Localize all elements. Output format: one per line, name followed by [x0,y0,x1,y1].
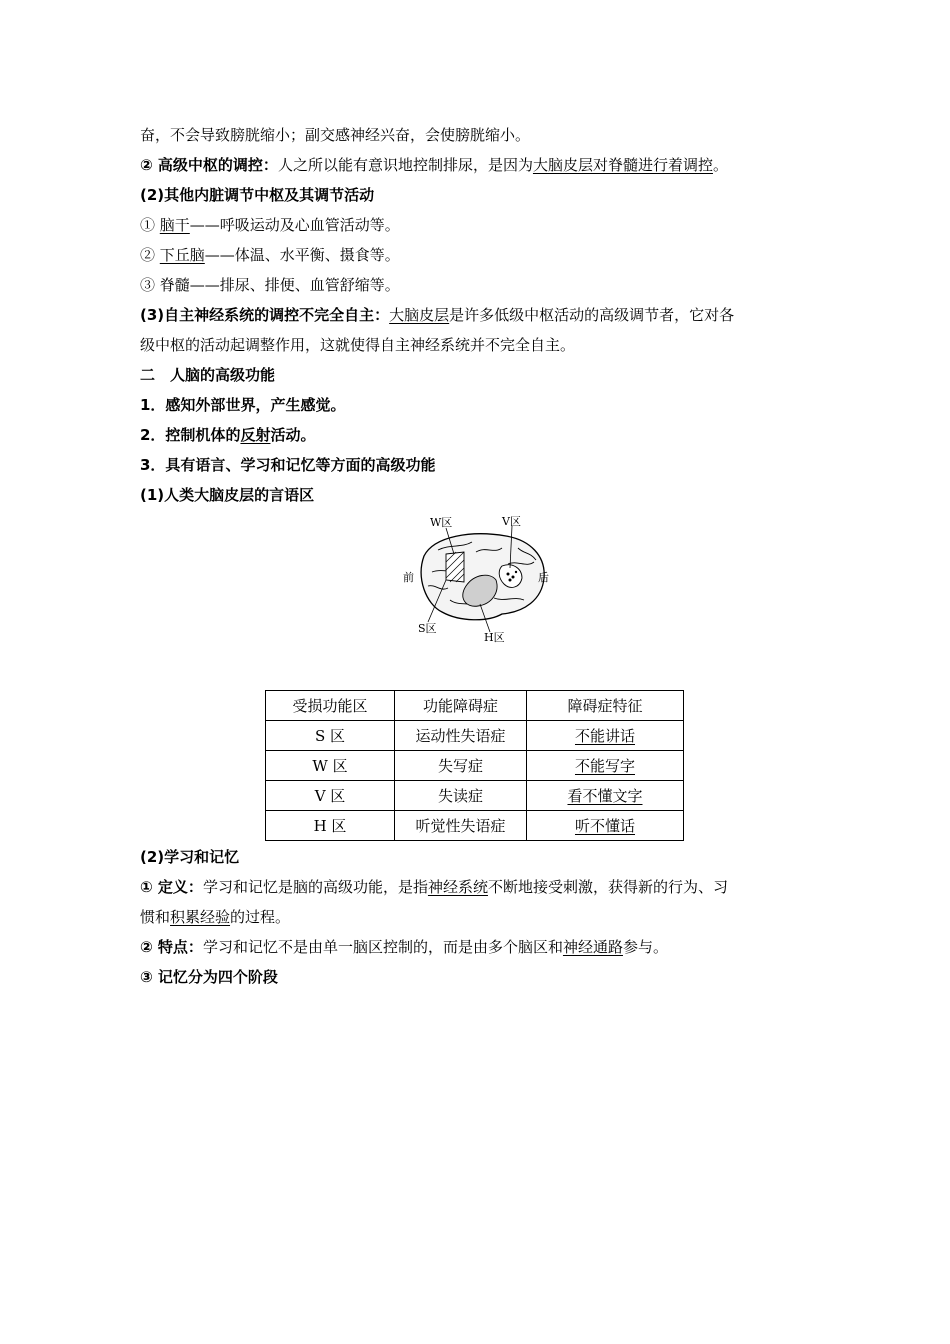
brain-language-area-figure [398,512,558,647]
line-10: 1．感知外部世界，产生感觉。 [140,396,346,414]
table-row [266,751,684,781]
header-cell: 障碍症特征 [527,691,684,721]
table-cell: 不能写字 [527,751,684,781]
line-12: 3．具有语言、学习和记忆等方面的高级功能 [140,456,436,474]
line-3: (2)其他内脏调节中枢及其调节活动 [140,186,375,204]
table-row [266,811,684,841]
label-h: H区 [484,631,505,644]
upper-text [140,120,815,510]
line-11: 2．控制机体的反射活动。 [140,426,316,444]
label-s: S区 [418,622,437,635]
table-row [266,721,684,751]
line-13: (1)人类大脑皮层的言语区 [140,486,315,504]
table-header-row [266,691,684,721]
table-row [266,781,684,811]
table-cell: H 区 [266,811,395,841]
table-cell: V 区 [266,781,395,811]
label-v: V区 [502,515,521,528]
language-area-table [265,690,684,841]
line-5: ② 下丘脑——体温、水平衡、摄食等。 [140,246,400,264]
memory-stages: ③ 记忆分为四个阶段 [140,968,278,986]
line-6: ③ 脊髓——排尿、排便、血管舒缩等。 [140,276,400,294]
section-heading: 二 人脑的高级功能 [140,366,276,384]
table-cell: 听不懂话 [527,811,684,841]
table-cell: S 区 [266,721,395,751]
table-cell: 失写症 [395,751,527,781]
label-back: 后 [538,571,549,584]
memory-definition-cont: 惯和积累经验的过程。 [140,908,291,926]
line-8: 级中枢的活动起调整作用，这就使得自主神经系统并不完全自主。 [140,336,576,354]
memory-heading: (2)学习和记忆 [140,848,240,866]
line-4: ① 脑干——呼吸运动及心血管活动等。 [140,216,400,234]
header-cell: 受损功能区 [266,691,395,721]
table-cell: 失读症 [395,781,527,811]
lower-text [140,842,815,992]
line-1: 奋，不会导致膀胱缩小；副交感神经兴奋，会使膀胱缩小。 [140,126,531,144]
label-front: 前 [403,571,414,584]
memory-features: ② 特点：学习和记忆不是由单一脑区控制的，而是由多个脑区和神经通路参与。 [140,938,668,956]
table-cell: 不能讲话 [527,721,684,751]
table-cell: W 区 [266,751,395,781]
table-cell: 运动性失语症 [395,721,527,751]
line-2: ② 高级中枢的调控：人之所以能有意识地控制排尿，是因为大脑皮层对脊髓进行着调控。 [140,156,728,174]
line-7: (3)自主神经系统的调控不完全自主：大脑皮层是许多低级中枢活动的高级调节者，它对各 [140,306,735,324]
label-w: W区 [430,516,453,529]
memory-definition: ① 定义：学习和记忆是脑的高级功能，是指神经系统不断地接受刺激，获得新的行为、习 [140,878,728,896]
table-cell: 听觉性失语症 [395,811,527,841]
table-cell: 看不懂文字 [527,781,684,811]
header-cell: 功能障碍症 [395,691,527,721]
